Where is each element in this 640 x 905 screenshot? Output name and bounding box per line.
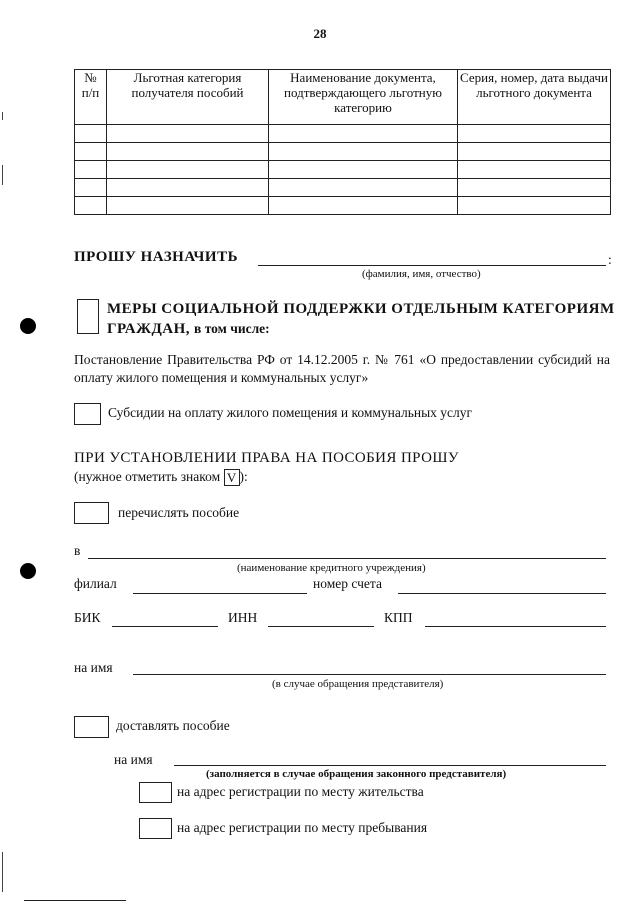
margin-mark [2,852,3,892]
margin-mark [2,165,3,185]
registration-address-checkbox[interactable] [139,782,172,803]
request-colon: : [608,252,612,267]
benefit-category-table [74,69,611,215]
transfer-label: перечислять пособие [118,505,240,520]
measures-checkbox[interactable] [77,299,99,334]
footnote-rule [24,900,126,901]
deliver-label: доставлять пособие [116,718,230,733]
inn-field[interactable] [268,626,374,627]
hint-prefix: (нужное отметить знаком [74,469,221,484]
page-number: 28 [313,26,327,41]
account-label: номер счета [313,576,382,591]
in-name-label: на имя [74,660,113,675]
legal-rep-caption: (заполняется в случае обращения законного представителя) [206,768,507,780]
table-row[interactable] [75,143,611,161]
table-row[interactable] [75,179,611,197]
bank-name-line[interactable] [88,558,606,559]
full-name-caption: (фамилия, имя, отчество) [362,268,481,280]
decree-text: Постановление Правительства РФ от 14.12.2005 г. № 761 «О предоставлении субсидий на оплату жилого помещения и коммунальных услуг» [74,352,610,385]
table-row[interactable] [75,125,611,143]
hint-suffix: ): [239,469,248,484]
col-header-number: № п/п [75,70,107,125]
bank-prefix: в [74,543,81,558]
deliver-checkbox[interactable] [74,716,109,738]
bik-field[interactable] [112,626,218,627]
request-title: ПРОШУ НАЗНАЧИТЬ [74,249,239,265]
inn-label: ИНН [228,610,258,625]
table-row[interactable] [75,197,611,215]
measures-title-line1: МЕРЫ СОЦИАЛЬНОЙ ПОДДЕРЖКИ ОТДЕЛЬНЫМ КАТЕГОРИЯМ [107,301,615,317]
in-name-label-2: на имя [114,752,153,767]
in-name-field[interactable] [133,674,606,675]
account-field[interactable] [398,593,606,594]
transfer-checkbox[interactable] [74,502,109,524]
kpp-field[interactable] [425,626,606,627]
stay-address-label: на адрес регистрации по месту пребывания [177,820,428,835]
benefit-title: ПРИ УСТАНОВЛЕНИИ ПРАВА НА ПОСОБИЯ ПРОШУ [74,450,459,466]
bullet-dot [20,563,36,579]
margin-mark [2,112,3,120]
representative-caption: (в случае обращения представителя) [272,678,444,690]
stay-address-checkbox[interactable] [139,818,172,839]
subsidy-checkbox[interactable] [74,403,101,425]
col-header-document-details: Серия, номер, дата выдачи льготного документа [458,70,611,125]
col-header-document-name: Наименование документа, подтверждающего льготную категорию [269,70,458,125]
col-header-category: Льготная категория получателя пособий [107,70,269,125]
bank-caption: (наименование кредитного учреждения) [237,562,426,574]
bik-label: БИК [74,610,101,625]
branch-field[interactable] [133,593,307,594]
table-header-row [75,70,611,125]
subsidy-label: Субсидии на оплату жилого помещения и коммунальных услуг [108,405,473,420]
v-mark-icon: V [224,469,240,486]
kpp-label: КПП [384,610,413,625]
table-row[interactable] [75,161,611,179]
bullet-dot [20,318,36,334]
full-name-line[interactable] [258,265,606,266]
measures-title-line2: ГРАЖДАН, [107,321,191,337]
registration-address-label: на адрес регистрации по месту жительства [177,784,424,799]
measures-title-suffix: в том числе: [194,321,270,336]
legal-rep-name-field[interactable] [174,765,606,766]
branch-label: филиал [74,576,117,591]
